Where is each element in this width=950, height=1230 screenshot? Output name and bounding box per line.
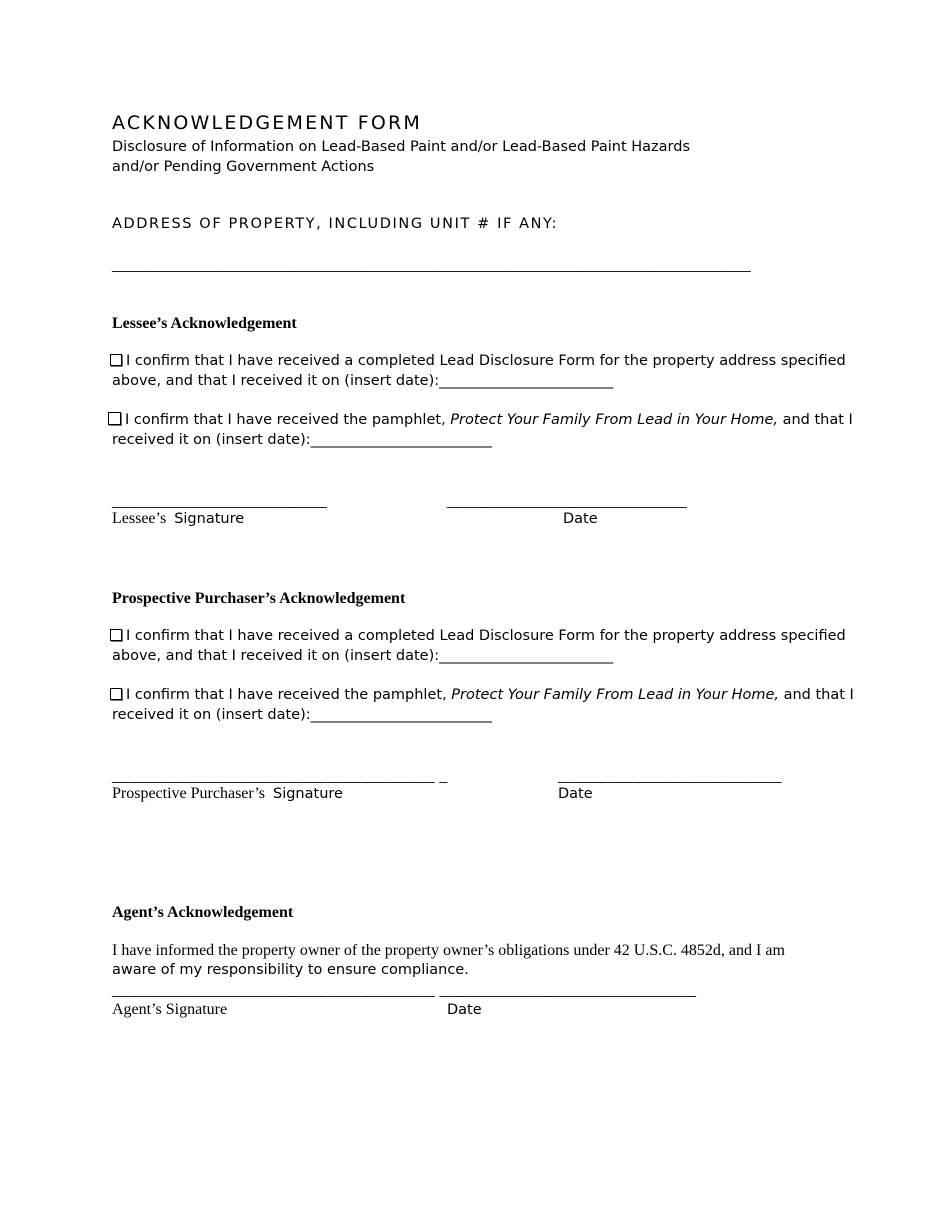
purchaser-signature-line[interactable]: _______________________________________ _	[112, 767, 448, 783]
agent-signature-label: Agent’s Signature	[112, 1001, 228, 1018]
lessee-signature-label-word: Signature	[174, 511, 245, 527]
purchaser-item2-post: and that I	[779, 687, 854, 703]
purchaser-disclosure-checkbox[interactable]	[110, 629, 122, 641]
lessee-item1-line1: I confirm that I have received a completed Lead Disclosure Form for the property address specified	[126, 353, 846, 369]
agent-signature-date-line[interactable]: _______________________________________ _______________________________	[112, 981, 697, 997]
purchaser-date-label: Date	[558, 786, 593, 802]
lessee-item1-line2[interactable]: above, and that I received it on (insert date):________________________	[112, 373, 614, 389]
lessee-disclosure-checkbox[interactable]	[110, 354, 122, 366]
lessee-signature-label	[112, 510, 244, 528]
lessee-signature-label-name: Lessee’s	[112, 510, 167, 527]
purchaser-signature-label	[112, 785, 343, 803]
form-subtitle-line2: and/or Pending Government Actions	[112, 159, 375, 175]
lessee-item2-post: and that I	[778, 412, 853, 428]
purchaser-item1	[110, 627, 846, 646]
purchaser-pamphlet-title: Protect Your Family From Lead in Your Home,	[451, 687, 779, 703]
purchaser-item1-line2[interactable]: above, and that I received it on (insert date):________________________	[112, 648, 614, 664]
purchaser-item1-line1: I confirm that I have received a completed Lead Disclosure Form for the property address specified	[126, 628, 846, 644]
lessee-date-label: Date	[563, 511, 598, 527]
purchaser-signature-label-name: Prospective Purchaser’s	[112, 785, 265, 802]
lessee-item2	[108, 411, 853, 430]
purchaser-heading: Prospective Purchaser’s Acknowledgement	[112, 590, 406, 607]
form-title: ACKNOWLEDGEMENT FORM	[112, 112, 423, 134]
form-subtitle-line1: Disclosure of Information on Lead-Based Paint and/or Lead-Based Paint Hazards	[112, 139, 691, 155]
lessee-pamphlet-title: Protect Your Family From Lead in Your Home,	[450, 412, 778, 428]
purchaser-pamphlet-checkbox[interactable]	[110, 688, 122, 700]
lessee-item1	[110, 352, 846, 371]
address-label: ADDRESS OF PROPERTY, INCLUDING UNIT # IF ANY:	[112, 216, 559, 232]
purchaser-item2-pre: I confirm that I have received the pamphlet,	[126, 687, 452, 703]
agent-heading: Agent’s Acknowledgement	[112, 904, 294, 921]
purchaser-signature-label-word: Signature	[273, 786, 343, 802]
agent-text-line2: aware of my responsibility to ensure compliance.	[112, 962, 469, 978]
address-input-line[interactable]: ________________________________________________________________________________	[112, 256, 751, 272]
lessee-signature-line[interactable]: __________________________	[112, 492, 328, 508]
purchaser-item2	[110, 686, 854, 705]
lessee-date-line[interactable]: _____________________________	[447, 492, 688, 508]
lessee-item2-line2[interactable]: received it on (insert date):_________________________	[112, 432, 492, 448]
purchaser-date-line[interactable]: ___________________________	[558, 767, 782, 783]
purchaser-item2-line2[interactable]: received it on (insert date):_________________________	[112, 707, 492, 723]
agent-date-label: Date	[447, 1002, 482, 1018]
lessee-item2-pre: I confirm that I have received the pamphlet,	[125, 412, 451, 428]
lessee-heading: Lessee’s Acknowledgement	[112, 315, 297, 332]
agent-text-line1: I have informed the property owner of the property owner’s obligations under 42 U.S.C. 4852d, and I am	[112, 942, 785, 959]
lessee-pamphlet-checkbox[interactable]	[108, 412, 121, 425]
